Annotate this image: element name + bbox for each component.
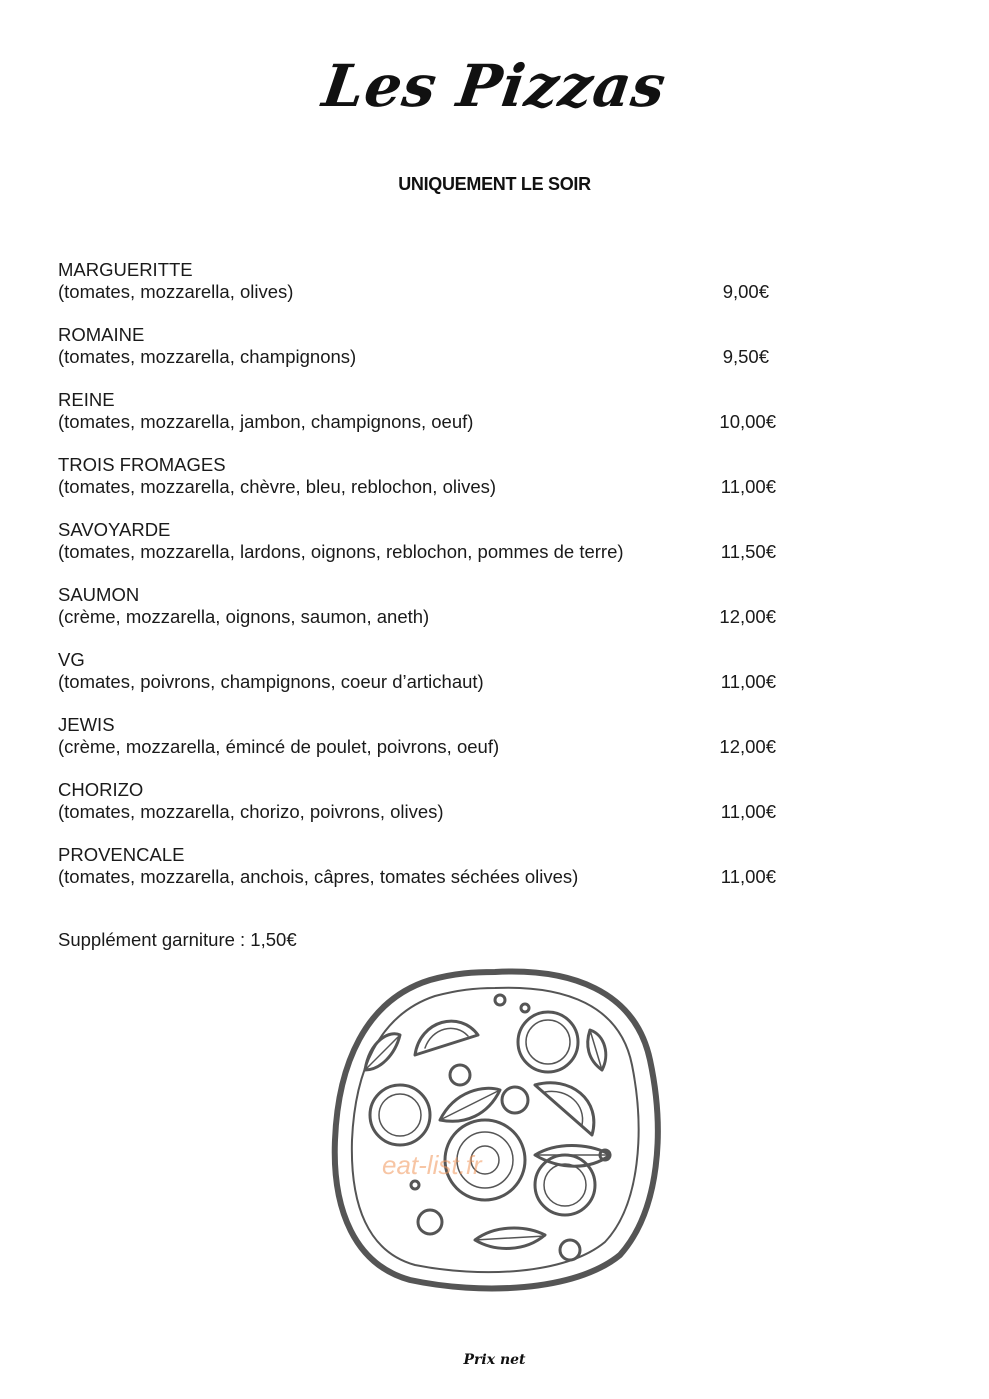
watermark: eat-list.fr [382, 1150, 482, 1180]
menu-item-price: 11,00€ [720, 801, 776, 822]
menu-item-name: ROMAINE [58, 324, 145, 345]
page-subtitle: UNIQUEMENT LE SOIR [398, 174, 591, 194]
menu-item-price: 11,00€ [720, 476, 776, 497]
menu-item-description: (tomates, mozzarella, lardons, oignons, reblochon, pommes de terre) [58, 541, 624, 562]
page-title: Les Pizzas [318, 52, 671, 120]
menu-item-name: MARGUERITTE [58, 259, 193, 280]
menu-item-price: 9,50€ [722, 346, 769, 367]
menu-item [58, 779, 818, 844]
menu-item-price: 12,00€ [719, 606, 776, 627]
menu-item-description: (tomates, mozzarella, chèvre, bleu, reblochon, olives) [58, 476, 497, 497]
menu-item [58, 584, 818, 649]
menu-item-name: CHORIZO [58, 779, 144, 800]
menu-item [58, 259, 818, 324]
supplement-note: Supplément garniture : 1,50€ [58, 929, 297, 950]
menu-item-price: 11,50€ [720, 541, 776, 562]
menu-item-description: (tomates, poivrons, champignons, coeur d’artichaut) [58, 671, 484, 692]
menu-item-description: (tomates, mozzarella, jambon, champignons, oeuf) [58, 411, 474, 432]
menu-item-name: PROVENCALE [58, 844, 185, 865]
menu-item-name: JEWIS [58, 714, 115, 735]
menu-item-price: 9,00€ [722, 281, 769, 302]
menu-item [58, 454, 818, 519]
pizza-menu-list [58, 259, 818, 909]
menu-item-name: TROIS FROMAGES [58, 454, 226, 475]
menu-item-price: 10,00€ [719, 411, 776, 432]
menu-item-description: (tomates, mozzarella, olives) [58, 281, 294, 302]
menu-item-description: (crème, mozzarella, émincé de poulet, poivrons, oeuf) [58, 736, 500, 757]
menu-item-description: (crème, mozzarella, oignons, saumon, aneth) [58, 606, 430, 627]
menu-item [58, 389, 818, 454]
menu-item-price: 11,00€ [720, 671, 776, 692]
menu-item [58, 649, 818, 714]
menu-item [58, 519, 818, 584]
menu-item-description: (tomates, mozzarella, chorizo, poivrons, olives) [58, 801, 444, 822]
menu-item-price: 11,00€ [720, 866, 776, 887]
menu-item [58, 324, 818, 389]
menu-item-name: REINE [58, 389, 115, 410]
menu-item [58, 844, 818, 909]
menu-item-price: 12,00€ [719, 736, 776, 757]
menu-item-name: VG [58, 649, 85, 670]
pizza-illustration-icon [320, 960, 670, 1300]
menu-item-name: SAUMON [58, 584, 140, 605]
menu-item-name: SAVOYARDE [58, 519, 171, 540]
menu-item-description: (tomates, mozzarella, anchois, câpres, tomates séchées olives) [58, 866, 579, 887]
menu-item-description: (tomates, mozzarella, champignons) [58, 346, 357, 367]
menu-item [58, 714, 818, 779]
price-note: Prix net [463, 1352, 526, 1368]
